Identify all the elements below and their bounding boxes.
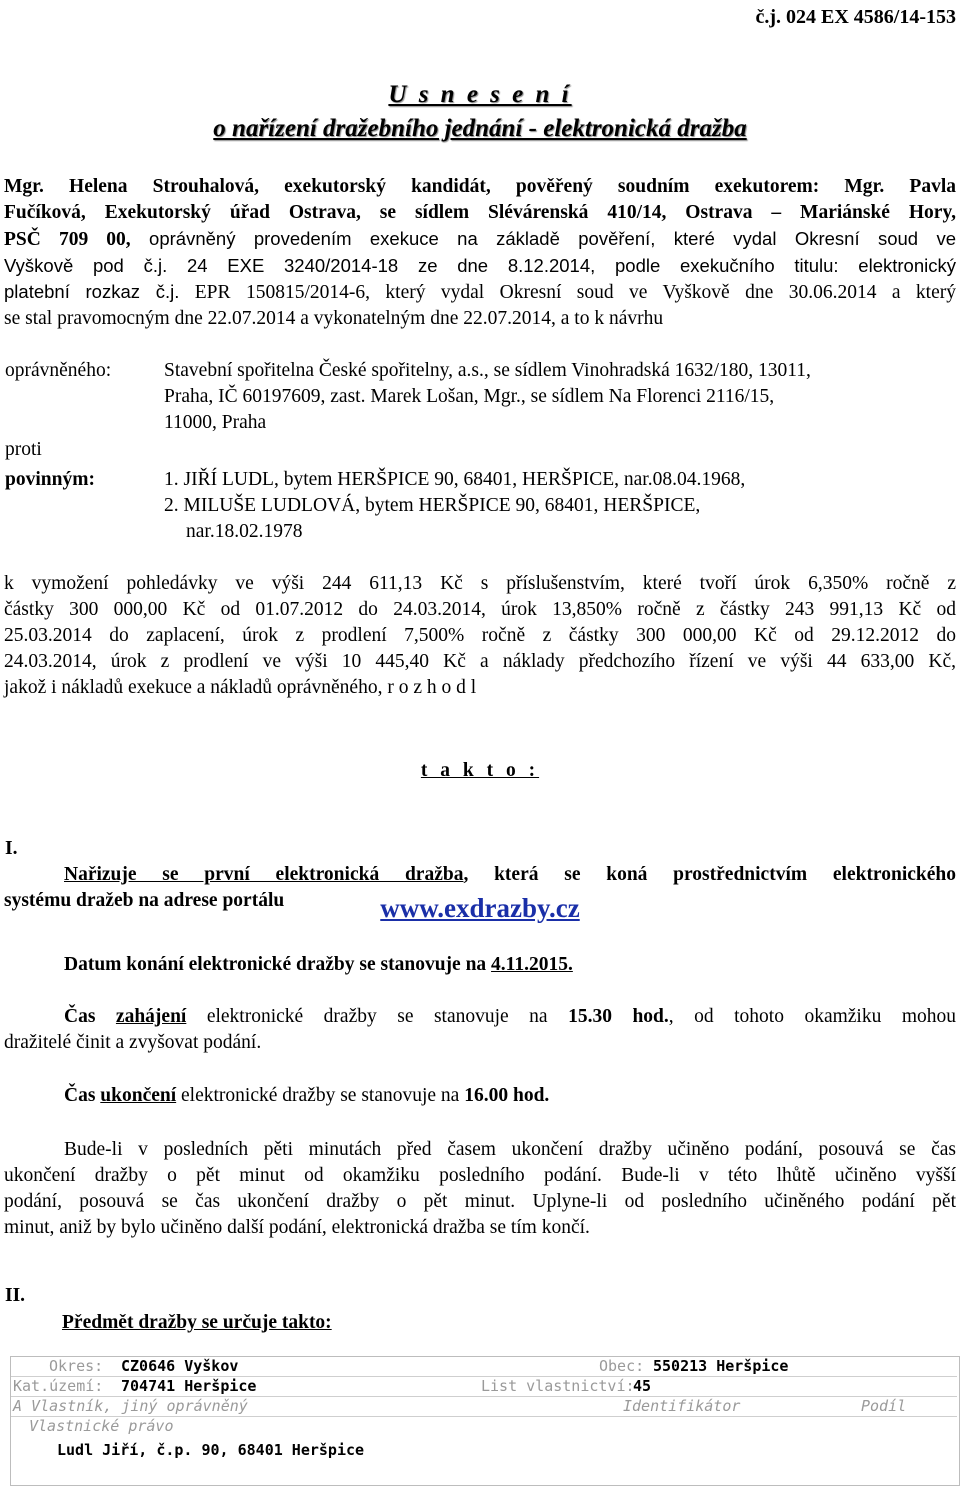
auction-date-label: Datum konání elektronické dražby se stanovuje na [64, 954, 492, 975]
owner-value: Ludl Jiří, č.p. 90, 68401 Heršpice [57, 1441, 365, 1459]
auction-date [64, 952, 954, 978]
rule-line-3: podání, posouvá se čas ukončení dražby o pět minut. Uplyne-li od posledního učiněného podání pět [4, 1191, 956, 1212]
debtor-1: 1. JIŘÍ LUDL, bytem HERŠPICE 90, 68401, HERŠPICE, nar.08.04.1968, [164, 469, 746, 490]
auction-portal-link[interactable]: www.exdrazby.cz [380, 893, 580, 923]
cadastre-row-header [11, 1397, 957, 1417]
cadastre-row-owner [11, 1441, 957, 1460]
start-time: 15.30 hod. [568, 1006, 669, 1027]
intro-line-5 [4, 279, 956, 306]
auction-start-line-1 [4, 1004, 956, 1030]
intro-line-3-bold: PSČ 709 00, [4, 229, 131, 250]
auction-order-line-2: systému dražeb na adrese portálu [4, 890, 285, 911]
debtor-2: 2. MILUŠE LUDLOVÁ, bytem HERŠPICE 90, 68401, HERŠPICE, [164, 495, 701, 516]
debtor-2-birth: nar.18.02.1978 [186, 521, 303, 542]
start-underlined: zahájení [115, 1006, 187, 1027]
intro-line-3-rest: oprávněný provedením exekuce na základě pověření, které vydal Okresní soud ve [130, 228, 957, 249]
intro-line-5-b: EPR 150815/2014-6, který vydal Okresní soud ve Vyškově dne 30.06.2014 a který [179, 282, 957, 303]
auction-order-line-1 [4, 862, 956, 888]
owner-header: A Vlastník, jiný oprávněný [13, 1397, 248, 1415]
lv-value: 45 [633, 1377, 652, 1395]
claim-line-2: částky 300 000,00 Kč od 01.07.2012 do 24.03.2014, úrok 13,850% ročně z částky 243 991,13 Kč od [4, 599, 956, 620]
creditor-label: oprávněného: [5, 360, 112, 381]
obec-value: 550213 Heršpice [653, 1357, 789, 1375]
auction-end [64, 1083, 954, 1109]
auction-order-underlined: Nařizuje se první elektronická dražba [64, 864, 464, 885]
okres-value: CZ0646 Vyškov [121, 1357, 239, 1375]
debtor-label: povinným: [5, 469, 95, 490]
rule-line-1: Bude-li v posledních pěti minutách před časem ukončení dražby učiněno podání, posouvá se čas [64, 1139, 956, 1160]
katuzemi-label: Kat.území: [13, 1377, 104, 1395]
case-reference: č.j. 024 EX 4586/14-153 [755, 6, 956, 28]
against-label: proti [5, 439, 42, 460]
takto-heading: t a k t o : [420, 760, 540, 781]
auction-start [4, 1004, 956, 1056]
creditor-details [164, 358, 954, 436]
start-tail: , od tohoto okamžiku mohou [668, 1006, 956, 1027]
document-title: U s n e s e n í [388, 81, 572, 108]
intro-paragraph [4, 174, 956, 332]
intro-line-3 [4, 226, 956, 253]
creditor-line-1: Stavební spořitelna České spořitelny, a.s., se sídlem Vinohradská 1632/180, 13011, [164, 360, 811, 381]
cadastre-extract [10, 1356, 960, 1486]
share-header: Podíl [861, 1397, 907, 1415]
auction-start-line-2: dražitelé činit a zvyšovat podání. [4, 1032, 262, 1053]
intro-line-1: Mgr. Helena Strouhalová, exekutorský kandidát, pověřený soudním exekutorem: Mgr. Pavla [4, 176, 956, 197]
document-subtitle: o nařízení dražebního jednání - elektronická dražba [213, 115, 747, 142]
intro-line-5-a: platební rozkaz č.j. [4, 281, 180, 302]
extension-rule [4, 1137, 956, 1241]
cadastre-row-district [11, 1357, 957, 1377]
claim-line-1: k vymožení pohledávky ve výši 244 611,13 Kč s příslušenstvím, které tvoří úrok 6,350% ročně z [4, 573, 956, 594]
creditor-line-2: Praha, IČ 60197609, zast. Marek Lošan, Mgr., se sídlem Na Florenci 2116/15, [164, 386, 775, 407]
cadastre-row-right [11, 1417, 957, 1436]
intro-line-2: Fučíková, Exekutorský úřad Ostrava, se sídlem Slévárenská 410/14, Ostrava – Mariánské Hory, [4, 202, 956, 223]
start-rest: elektronické dražby se stanovuje na [186, 1006, 569, 1027]
claim-line-3: 25.03.2014 do zaplacení, úrok z prodlení 7,500% ročně z částky 300 000,00 Kč od 29.12.2012 do [4, 625, 956, 646]
rule-line-4: minut, aniž by bylo učiněno další podání, elektronická dražba se tím končí. [4, 1217, 590, 1238]
katuzemi-value: 704741 Heršpice [121, 1377, 257, 1395]
claim-line-5: jakož i nákladů exekuce a nákladů oprávněného, r o z h o d l [4, 677, 477, 698]
auction-order-rest: , která se koná prostřednictvím elektronického [463, 864, 956, 885]
obec-label: Obec: [599, 1357, 645, 1375]
end-prefix: Čas [64, 1085, 101, 1106]
end-time: 16.00 hod. [464, 1085, 550, 1106]
end-underlined: ukončení [100, 1085, 177, 1106]
right-header: Vlastnické právo [29, 1417, 174, 1435]
intro-line-6: se stal pravomocným dne 22.07.2014 a vykonatelným dne 22.07.2014, a to k návrhu [4, 308, 664, 329]
creditor-line-3: 11000, Praha [164, 412, 267, 433]
debtor-details [164, 467, 954, 545]
section-2-numeral: II. [5, 1285, 26, 1306]
section-2-heading: Předmět dražby se určuje takto: [62, 1312, 332, 1333]
rule-line-2: ukončení dražby o pět minut od okamžiku posledního podání. Bude-li v této lhůtě učiněno vyšší [4, 1165, 956, 1186]
intro-line-4: Vyškově pod č.j. 24 EXE 3240/2014-18 ze dne 8.12.2014, podle exekučního titulu: elektronický [4, 255, 956, 276]
identifier-header: Identifikátor [623, 1397, 741, 1415]
end-rest: elektronické dražby se stanovuje na [176, 1085, 465, 1106]
start-prefix: Čas [64, 1006, 116, 1027]
claim-paragraph [4, 571, 956, 701]
cadastre-row-territory [11, 1377, 957, 1397]
section-1-numeral: I. [5, 838, 18, 859]
spacer [4, 836, 956, 862]
auction-date-value: 4.11.2015. [491, 954, 573, 975]
lv-label: List vlastnictví: [481, 1377, 635, 1395]
claim-line-4: 24.03.2014, úrok z prodlení ve výši 10 445,40 Kč a náklady předchozího řízení ve výši 44 633,00 Kč, [4, 651, 956, 672]
okres-label: Okres: [49, 1357, 104, 1375]
